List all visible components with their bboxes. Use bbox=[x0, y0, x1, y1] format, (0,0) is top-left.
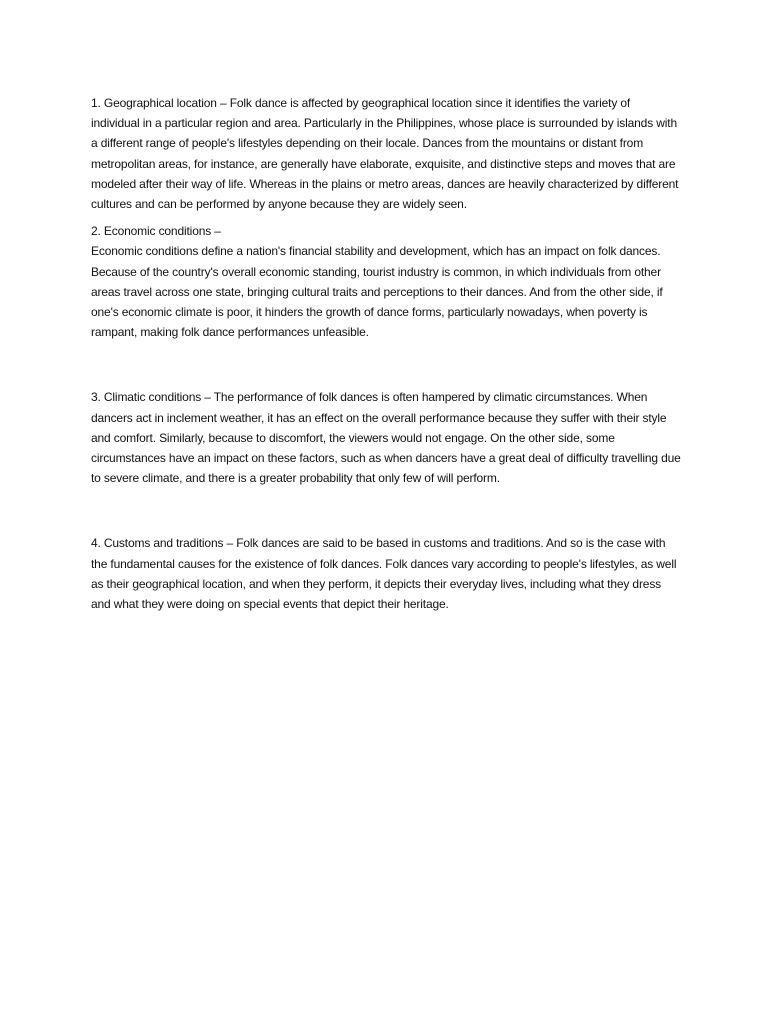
section-economic-conditions bbox=[91, 221, 681, 342]
document-body bbox=[91, 93, 681, 614]
paragraph-customs-traditions: 4. Customs and traditions – Folk dances are said to be based in customs and traditions. And so is the case with the fundamental causes for the existence of folk dances. Folk dances vary according to people's lifestyles, as well as their geographical location, and when they perform, it depicts their everyday lives, including what they dress and what they were doing on special events that depict their heritage. bbox=[91, 536, 677, 612]
paragraph-climatic-conditions: 3. Climatic conditions – The performance of folk dances is often hampered by climatic circumstances. When dancers act in inclement weather, it has an effect on the overall performance because they suffer with their style and comfort. Similarly, because to discomfort, the viewers would not engage. On the other side, some circumstances have an impact on these factors, such as when dancers have a great deal of difficulty travelling due to severe climate, and there is a greater probability that only few of will perform. bbox=[91, 390, 681, 486]
paragraph-geographical-location: 1. Geographical location – Folk dance is affected by geographical location since it identifies the variety of individual in a particular region and area. Particularly in the Philippines, whose place is surrounded by islands with a different range of people's lifestyles depending on their locale. Dances from the mountains or distant from metropolitan areas, for instance, are generally have elaborate, exquisite, and distinctive steps and moves that are modeled after their way of life. Whereas in the plains or metro areas, dances are heavily characterized by different cultures and can be performed by anyone because they are widely seen. bbox=[91, 96, 679, 212]
paragraph-economic-heading: 2. Economic conditions – bbox=[91, 224, 221, 239]
paragraph-economic-conditions: Economic conditions define a nation's financial stability and development, which has an impact on folk dances. Because of the country's overall economic standing, tourist industry is common, in which individuals from other areas travel across one state, bringing cultural traits and perceptions to their dances. And from the other side, if one's economic climate is poor, it hinders the growth of dance forms, particularly nowadays, when poverty is rampant, making folk dance performances unfeasible. bbox=[91, 244, 663, 340]
